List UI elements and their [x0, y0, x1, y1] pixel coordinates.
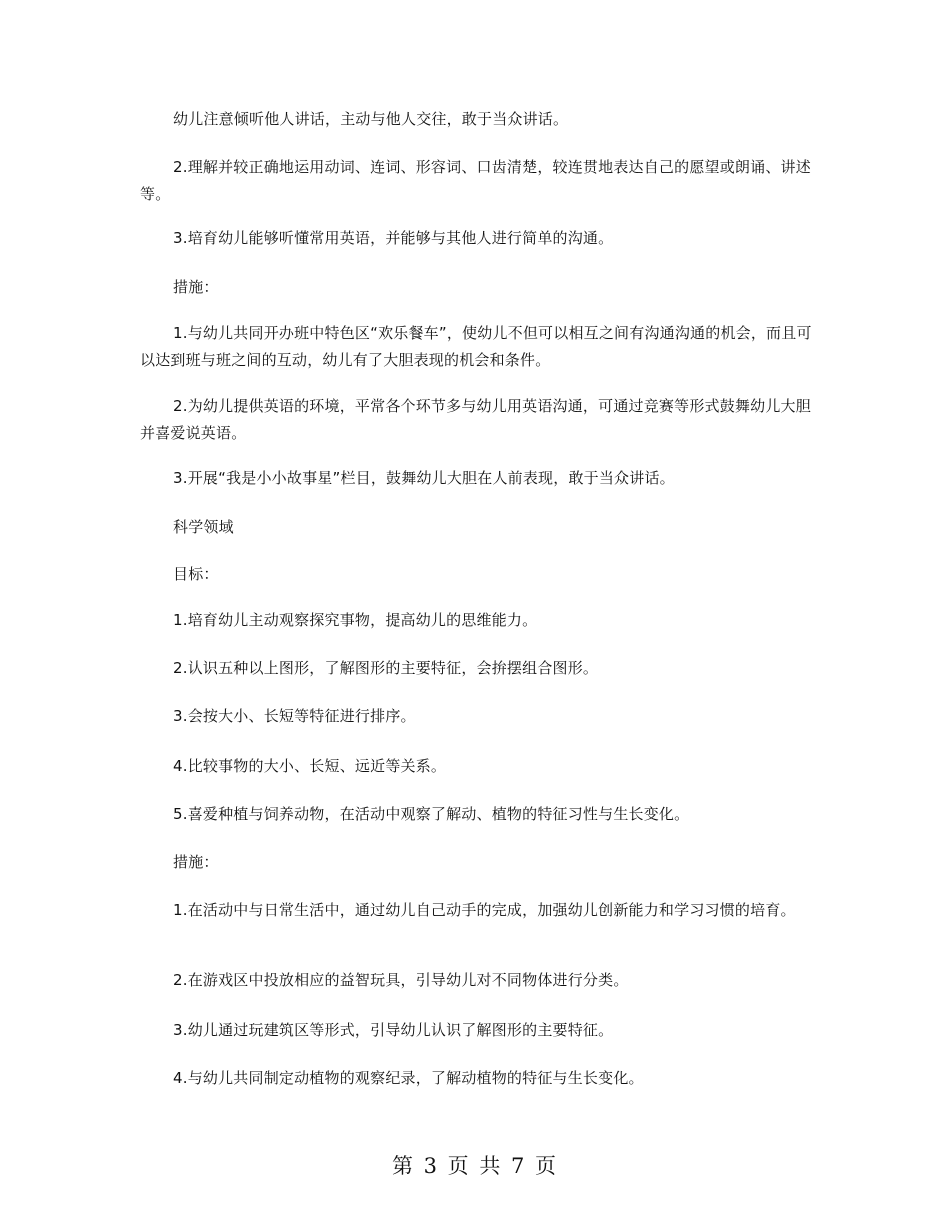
paragraph: 1.在活动中与日常生活中，通过幼儿自己动手的完成，加强幼儿创新能力和学习习惯的培育。 — [173, 901, 796, 919]
page-number-footer: 第 3 页 共 7 页 — [391, 1154, 559, 1178]
paragraph: 3.开展“我是小小故事星”栏目，鼓舞幼儿大胆在人前表现，敢于当众讲话。 — [173, 469, 675, 487]
paragraph: 4.与幼儿共同制定动植物的观察纪录，了解动植物的特征与生长变化。 — [173, 1069, 644, 1087]
paragraph: 2.认识五种以上图形，了解图形的主要特征，会拚摆组合图形。 — [173, 659, 599, 677]
paragraph: 3.幼儿通过玩建筑区等形式，引导幼儿认识了解图形的主要特征。 — [173, 1021, 614, 1039]
paragraph: 3.培育幼儿能够听懂常用英语，并能够与其他人进行简单的沟通。 — [173, 229, 614, 247]
section-heading: 科学领域 — [173, 518, 234, 536]
paragraph: 1.培育幼儿主动观察探究事物，提高幼儿的思维能力。 — [173, 611, 538, 629]
paragraph: 3.会按大小、长短等特征进行排序。 — [173, 707, 416, 725]
section-label: 目标： — [173, 565, 219, 583]
paragraph: 2.为幼儿提供英语的环境，平常各个环节多与幼儿用英语沟通，可通过竞赛等形式鼓舞幼儿大胆并喜爱说英语。 — [140, 397, 811, 442]
paragraph: 1.与幼儿共同开办班中特色区“欢乐餐车”，使幼儿不但可以相互之间有沟通沟通的机会，而且可以达到班与班之间的互动，幼儿有了大胆表现的机会和条件。 — [140, 324, 812, 369]
paragraph: 2.理解并较正确地运用动词、连词、形容词、口齿清楚，较连贯地表达自己的愿望或朗诵、讲述等。 — [140, 158, 811, 203]
section-label: 措施： — [173, 278, 219, 296]
section-label: 措施： — [173, 853, 219, 871]
paragraph: 5.喜爱种植与饲养动物，在活动中观察了解动、植物的特征习性与生长变化。 — [173, 805, 690, 823]
paragraph: 2.在游戏区中投放相应的益智玩具，引导幼儿对不同物体进行分类。 — [173, 971, 629, 989]
paragraph: 幼儿注意倾听他人讲话，主动与他人交往，敢于当众讲话。 — [173, 110, 569, 128]
paragraph: 4.比较事物的大小、长短、远近等关系。 — [173, 757, 447, 775]
